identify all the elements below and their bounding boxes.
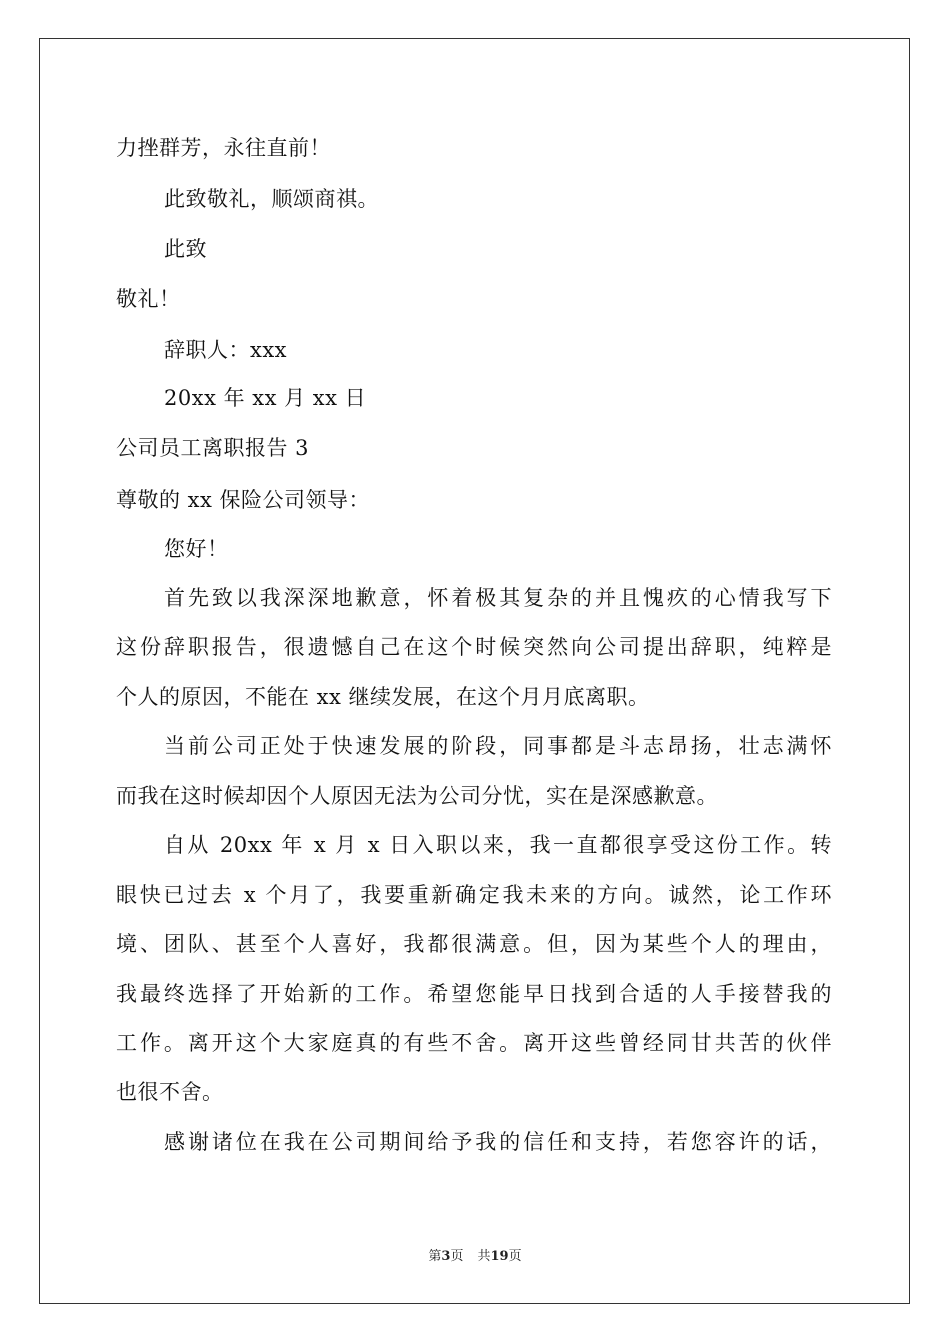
text-line: 首先致以我深深地歉意，怀着极其复杂的并且愧疚的心情我写下 xyxy=(164,586,832,610)
text-line: 也很不舍。 xyxy=(116,1080,224,1104)
text-line: 境、团队、甚至个人喜好，我都很满意。但，因为某些个人的理由， xyxy=(116,932,832,956)
text-line: 感谢诸位在我在公司期间给予我的信任和支持，若您容许的话， xyxy=(164,1130,832,1154)
text-line: 您好！ xyxy=(164,537,229,561)
page-number: 3 xyxy=(441,1249,451,1264)
text-line: 力挫群芳，永往直前！ xyxy=(116,136,331,160)
text-line: 此致敬礼，顺颂商祺。 xyxy=(164,187,379,211)
text-line: 自从 20xx 年 x 月 x 日入职以来，我一直都很享受这份工作。转 xyxy=(164,833,832,857)
total-prefix: 共 xyxy=(477,1249,491,1264)
total-suffix: 页 xyxy=(508,1249,522,1264)
page-prefix: 第 xyxy=(428,1249,442,1264)
page-border xyxy=(39,38,910,1304)
text-line: 这份辞职报告，很遗憾自己在这个时候突然向公司提出辞职，纯粹是 xyxy=(116,635,832,659)
page-footer xyxy=(0,1249,950,1265)
text-line: 我最终选择了开始新的工作。希望您能早日找到合适的人手接替我的 xyxy=(116,982,832,1006)
total-pages: 19 xyxy=(490,1249,509,1264)
text-line: 而我在这时候却因个人原因无法为公司分忧，实在是深感歉意。 xyxy=(116,784,718,808)
text-line: 个人的原因，不能在 xx 继续发展，在这个月月底离职。 xyxy=(116,685,650,709)
page-suffix: 页 xyxy=(450,1249,464,1264)
text-line: 眼快已过去 x 个月了，我要重新确定我未来的方向。诚然，论工作环 xyxy=(116,883,832,907)
text-line: 20xx 年 xx 月 xx 日 xyxy=(164,386,367,410)
text-line: 辞职人：xxx xyxy=(164,338,288,362)
text-line: 尊敬的 xx 保险公司领导： xyxy=(116,488,371,512)
section-heading: 公司员工离职报告 3 xyxy=(116,436,310,460)
text-line: 此致 xyxy=(164,237,207,261)
text-line: 敬礼！ xyxy=(116,287,181,311)
text-line: 工作。离开这个大家庭真的有些不舍。离开这些曾经同甘共苦的伙伴 xyxy=(116,1031,832,1055)
text-line: 当前公司正处于快速发展的阶段，同事都是斗志昂扬，壮志满怀 xyxy=(164,734,832,758)
